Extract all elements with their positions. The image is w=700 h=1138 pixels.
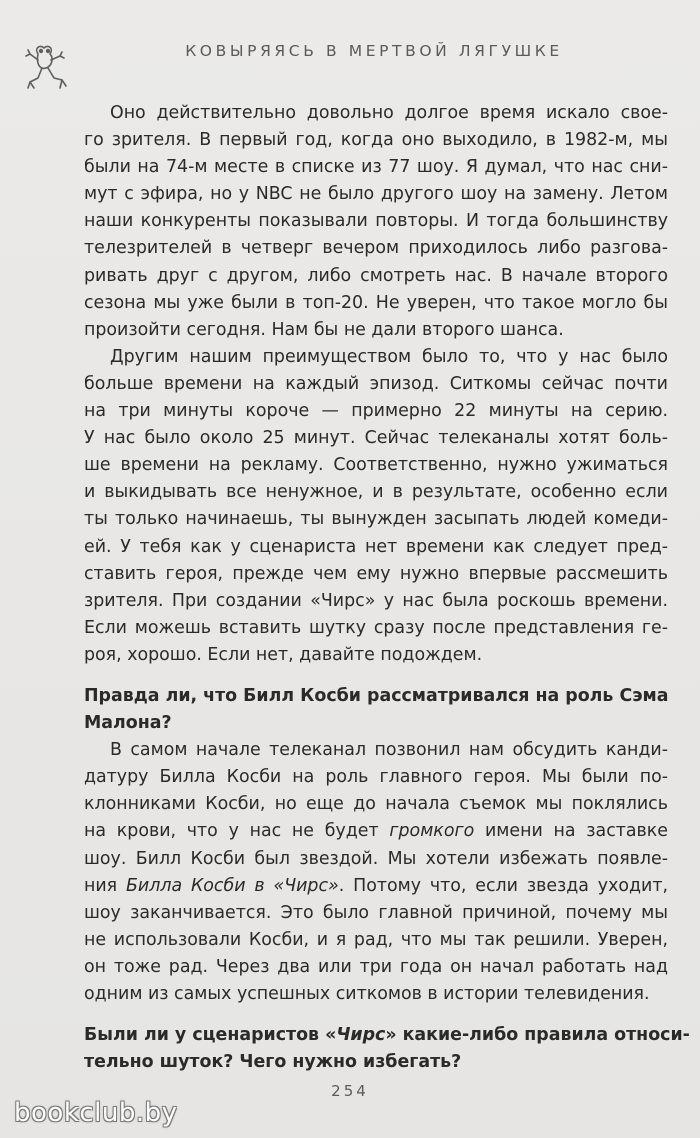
text-line: ставить героя, прежде чем ему нужно впервые рассмешить xyxy=(84,563,668,584)
text-line: мут с эфира, но у NBC не было другого шоу на замену. Летом xyxy=(84,184,668,205)
text-line: Оно действительно довольно долгое время искало свое- xyxy=(110,103,668,123)
text-line: шоу. Билл Косби был звездой. Мы хотели избежать появле- xyxy=(84,848,668,869)
text-line: шоу заканчивается. Это было главной причиной, почему мы xyxy=(84,902,668,923)
text-run: на крови, что у нас не будет xyxy=(84,821,390,842)
frog-icon xyxy=(24,40,68,92)
text-run: ния xyxy=(84,875,126,896)
text-line: больше времени на каждый эпизод. Ситкомы сейчас почти xyxy=(84,373,668,394)
text-line: были на 74-м месте в списке из 77 шоу. Я думал, что нас сни- xyxy=(84,157,668,178)
text-line: У нас было около 25 минут. Сейчас телеканалы хотят боль- xyxy=(84,428,668,449)
text-line: ривать друг с другом, либо смотреть нас. В начале второго xyxy=(84,265,668,286)
text-line: телезрителей в четверг вечером приходилось либо разгова- xyxy=(84,238,668,259)
question-heading-2 xyxy=(84,1022,690,1076)
running-title: КОВЫРЯЯСЬ В МЕРТВОЙ ЛЯГУШКЕ xyxy=(185,42,563,60)
text-line: на три минуты короче — примерно 22 минуты на серию. xyxy=(84,401,668,422)
text-line: клонниками Косби, но еще до начала съемок мы поклялись xyxy=(84,794,668,815)
text-line: и выкидывать все ненужное, и в результате, особенно если xyxy=(84,482,668,503)
text-line: одним из самых успешных ситкомов в истории телевидения. xyxy=(84,984,650,1004)
watermark-logo: bookclub.by xyxy=(14,1098,178,1128)
text-run: » какие-либо правила относи- xyxy=(385,1025,690,1046)
page-number: 254 xyxy=(331,1082,369,1100)
section-gap xyxy=(84,669,668,683)
main-text xyxy=(84,100,690,1076)
text-line: не использовали Косби, и я рад, что мы так решили. Уверен, xyxy=(84,929,668,950)
heading-line: Правда ли, что Билл Косби рассматривался на роль Сэма xyxy=(84,685,669,706)
text-run: . Потому что, если звезда уходит, xyxy=(338,875,668,896)
text-line: ты только начинаешь, ты вынужден засыпать людей комеди- xyxy=(84,509,668,530)
text-line: ше времени на рекламу. Соответственно, нужно ужиматься xyxy=(84,455,668,476)
text-line: зрителя. При создании «Чирс» у нас была роскошь времени. xyxy=(84,590,668,611)
italic-run: Билла Косби в «Чирс» xyxy=(125,875,339,896)
text-run: Были ли у сценаристов « xyxy=(84,1025,337,1046)
paragraph-1 xyxy=(84,100,668,344)
text-line: сезона мы уже были в топ-20. Не уверен, что такое могло бы xyxy=(84,292,668,313)
paragraph-3 xyxy=(84,737,668,1008)
text-line: произойти сегодня. Нам бы не дали второго шанса. xyxy=(84,319,564,340)
section-gap xyxy=(84,1008,668,1022)
heading-line xyxy=(84,1022,690,1049)
text-line: наши конкуренты показывали повторы. И тогда большинству xyxy=(84,211,668,232)
text-line: роя, хорошо. Если нет, давайте подождем. xyxy=(84,644,483,665)
text-line xyxy=(84,873,668,900)
text-line: Другим нашим преимуществом было то, что у нас было xyxy=(110,346,668,367)
heading-line: Малона? xyxy=(84,713,172,734)
italic-run: Чирс xyxy=(336,1025,386,1046)
text-line: ей. У тебя как у сценариста нет времени как следует пред- xyxy=(84,536,668,557)
text-line: В самом начале телеканал позвонил нам обсудить канди- xyxy=(110,740,668,761)
italic-run: громкого xyxy=(389,821,475,842)
text-run: имени на заставке xyxy=(474,821,668,842)
text-line: он тоже рад. Через два или три года он начал работать над xyxy=(84,956,668,977)
text-line: го зрителя. В первый год, когда оно выходило, в 1982-м, мы xyxy=(84,130,668,151)
question-heading-1 xyxy=(84,683,668,737)
heading-line: тельно шуток? Чего нужно избегать? xyxy=(84,1052,462,1073)
text-line: датуру Билла Косби на роль главного героя. Мы были по- xyxy=(84,767,668,788)
text-line xyxy=(84,818,668,845)
text-line: Если можешь вставить шутку сразу после представления ге- xyxy=(84,617,668,638)
paragraph-2 xyxy=(84,344,668,669)
